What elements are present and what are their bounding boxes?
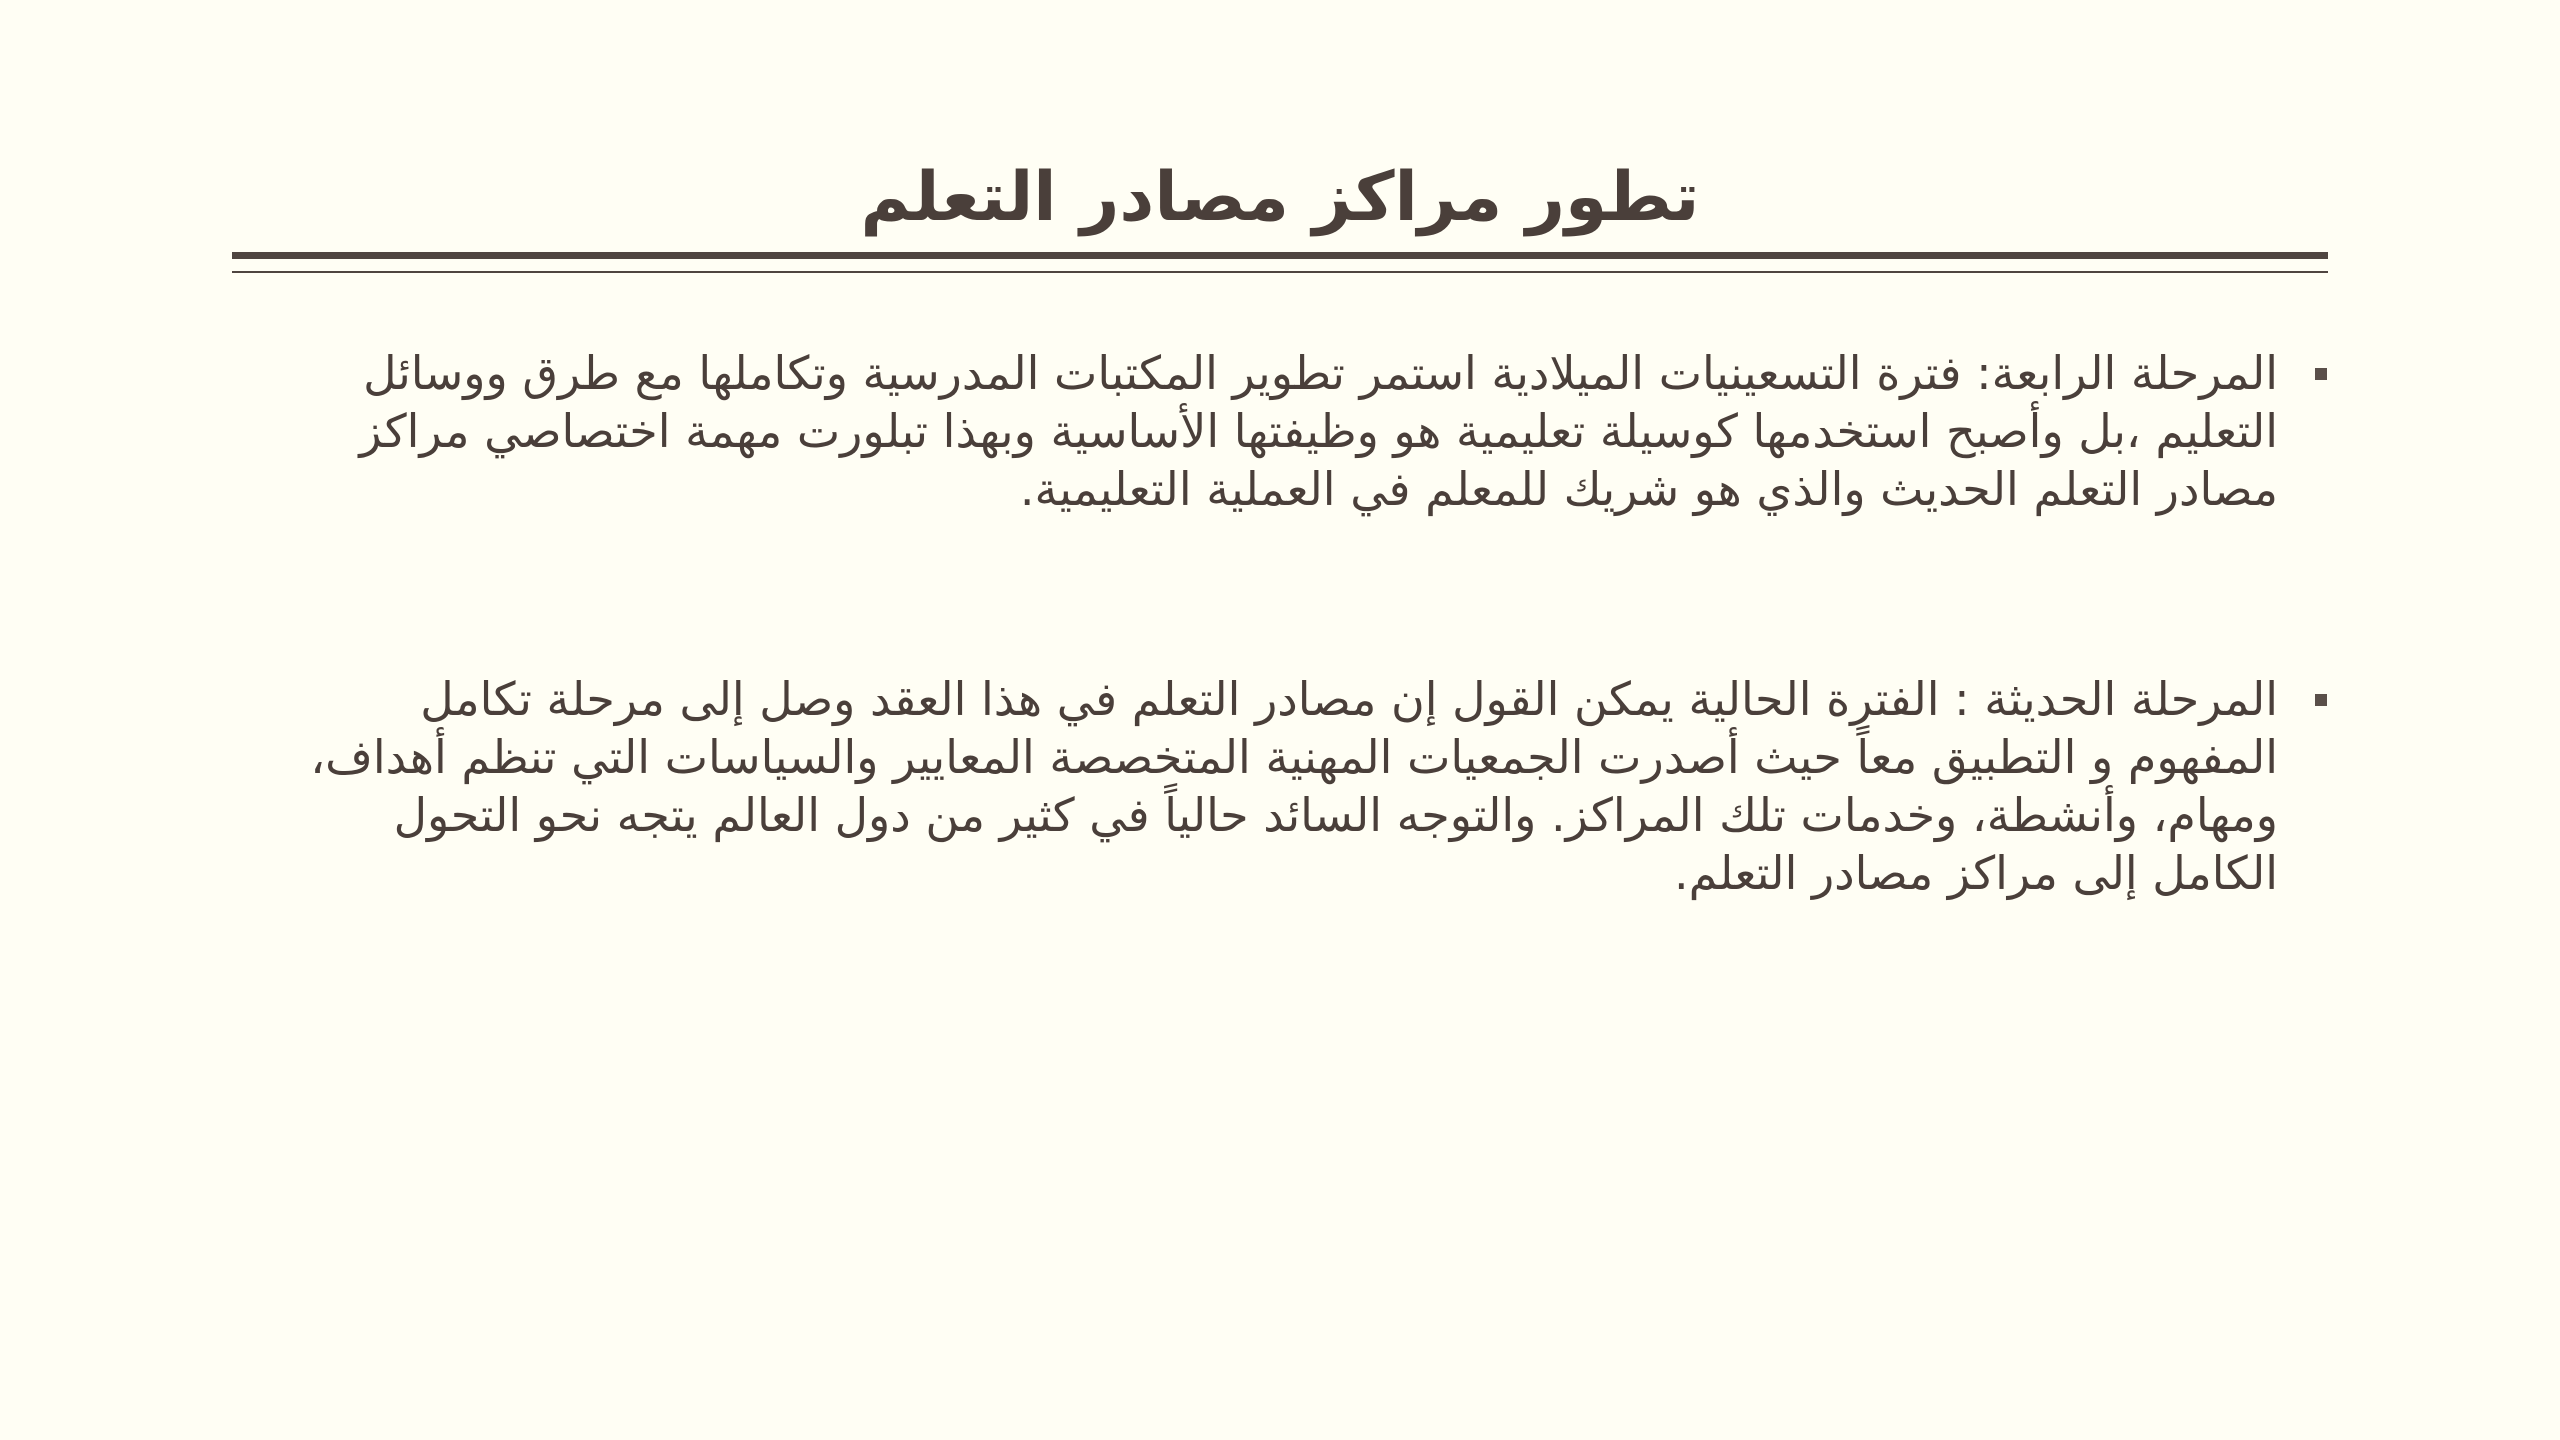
slide-title: تطور مراكز مصادر التعلم [860, 158, 1700, 237]
bullet-list [300, 344, 2335, 902]
bullet-item-fourth-stage [300, 344, 2335, 518]
square-bullet-icon [2315, 368, 2327, 380]
square-bullet-icon [2315, 694, 2327, 706]
title-divider-thick [232, 252, 2328, 259]
bullet-item-modern-stage [300, 670, 2335, 902]
title-divider-thin [232, 271, 2328, 273]
bullet-text: المرحلة الحديثة : الفترة الحالية يمكن القول إن مصادر التعلم في هذا العقد وصل إلى مرحلة تكامل المفهوم و التطبيق معاً حيث أصدرت الجمعيات المهنية المتخصصة المعايير والسياسات التي تنظم أهداف، ومهام، وأنشطة، وخدمات تلك المراكز. والتوجه السائد حالياً في كثير من دول العالم يتجه نحو التحول الكامل إلى مراكز مصادر التعلم. [310, 672, 2278, 900]
bullet-text: المرحلة الرابعة: فترة التسعينيات الميلادية استمر تطوير المكتبات المدرسية وتكاملها مع طرق ووسائل التعليم ،بل وأصبح استخدمها كوسيلة تعليمية هو وظيفتها الأساسية وبهذا تبلورت مهمة اختصاصي مراكز مصادر التعلم الحديث والذي هو شريك للمعلم في العملية التعليمية. [359, 346, 2278, 516]
